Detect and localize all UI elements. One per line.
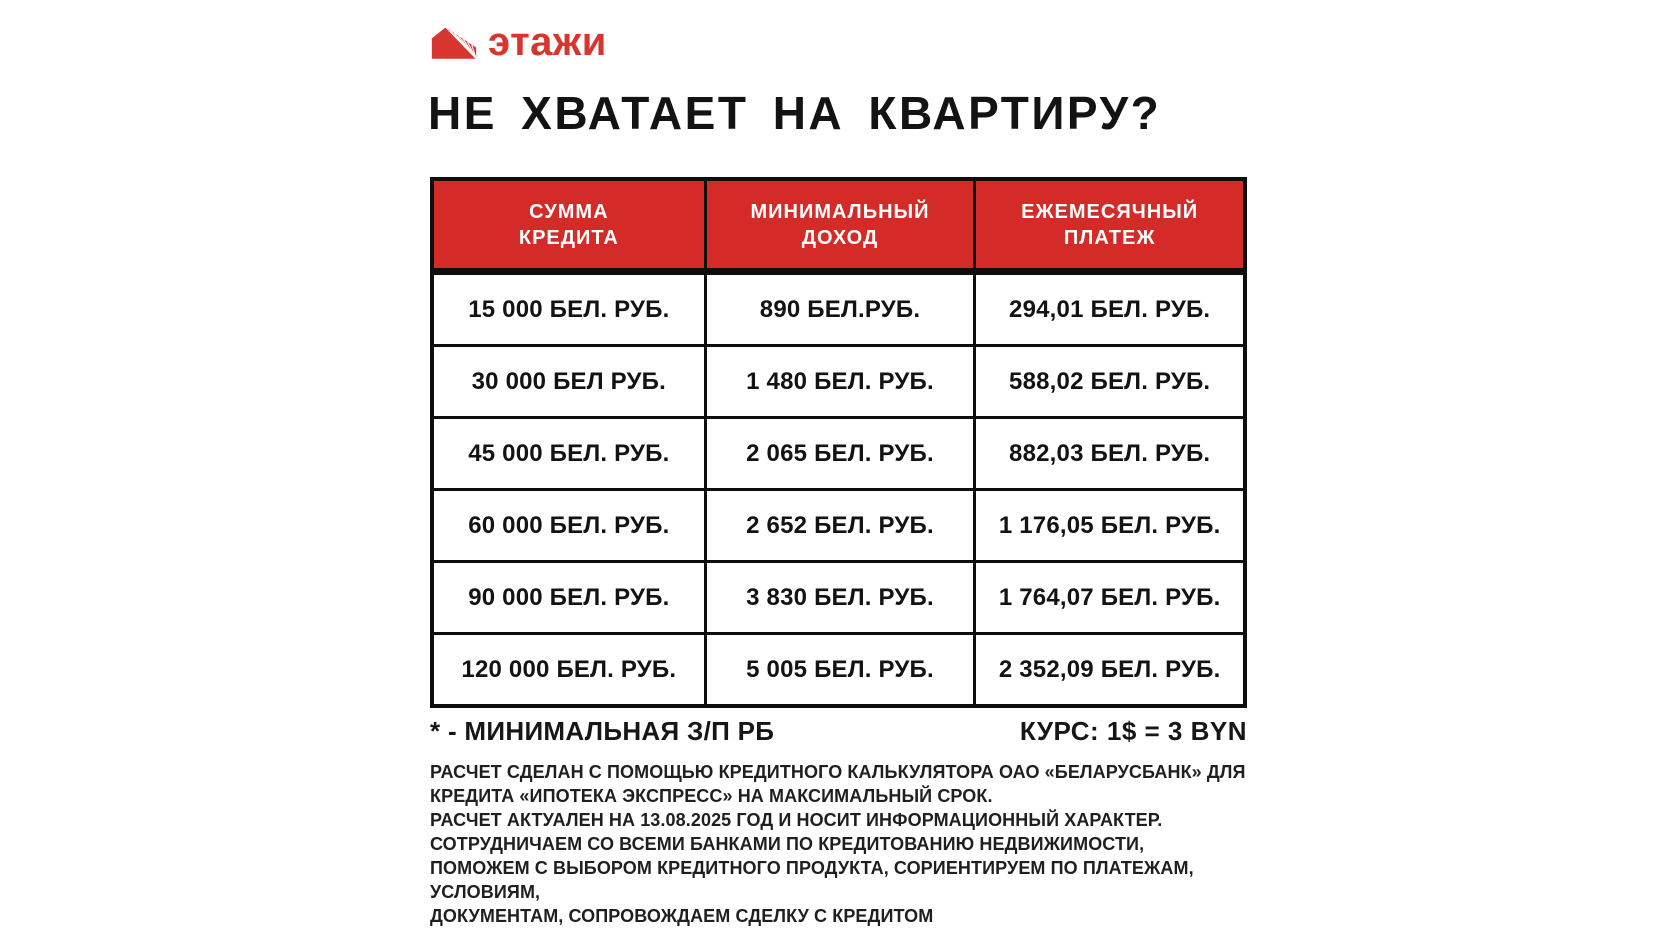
page-title: НЕ ХВАТАЕТ НА КВАРТИРУ? — [428, 87, 1162, 139]
disclaimer-line: ДОКУМЕНТАМ, СОПРОВОЖДАЕМ СДЕЛКУ С КРЕДИТОМ — [430, 906, 934, 926]
table-cell-min-income: 2 065 БЕЛ. РУБ. — [704, 419, 974, 488]
header-line: ЕЖЕМЕСЯЧНЫЙ — [1021, 200, 1199, 223]
disclaimer-line: РАСЧЕТ СДЕЛАН С ПОМОЩЬЮ КРЕДИТНОГО КАЛЬКУЛЯТОРА ОАО «БЕЛАРУСБАНК» ДЛЯ — [430, 762, 1246, 782]
table-header-cell-min-income — [704, 181, 974, 268]
table-cell-credit-sum: 90 000 БЕЛ. РУБ. — [434, 563, 704, 632]
house-fan-icon — [430, 25, 478, 61]
table-cell-monthly-payment: 1 176,05 БЕЛ. РУБ. — [973, 491, 1243, 560]
disclaimer-line: РАСЧЕТ АКТУАЛЕН НА 13.08.2025 ГОД И НОСИТ ИНФОРМАЦИОННЫЙ ХАРАКТЕР. — [430, 810, 1163, 830]
disclaimer-line: СОТРУДНИЧАЕМ СО ВСЕМИ БАНКАМИ ПО КРЕДИТОВАНИЮ НЕДВИЖИМОСТИ, — [430, 834, 1145, 854]
table-cell-min-income: 5 005 БЕЛ. РУБ. — [704, 635, 974, 704]
table-cell-min-income: 890 БЕЛ.РУБ. — [704, 275, 974, 344]
table-row — [434, 344, 1243, 416]
disclaimer-line: ПОМОЖЕМ С ВЫБОРОМ КРЕДИТНОГО ПРОДУКТА, СОРИЕНТИРУЕМ ПО ПЛАТЕЖАМ, — [430, 858, 1194, 878]
disclaimer-line: УСЛОВИЯМ, — [430, 882, 541, 902]
table-row — [434, 416, 1243, 488]
table-header-cell-monthly-payment — [973, 181, 1243, 268]
table-cell-monthly-payment: 882,03 БЕЛ. РУБ. — [973, 419, 1243, 488]
table-cell-min-income: 3 830 БЕЛ. РУБ. — [704, 563, 974, 632]
header-line: МИНИМАЛЬНЫЙ — [750, 200, 930, 223]
header-line: КРЕДИТА — [518, 226, 619, 249]
table-cell-monthly-payment: 2 352,09 БЕЛ. РУБ. — [973, 635, 1243, 704]
brand-logo — [430, 22, 607, 64]
table-cell-credit-sum: 45 000 БЕЛ. РУБ. — [434, 419, 704, 488]
table-cell-min-income: 1 480 БЕЛ. РУБ. — [704, 347, 974, 416]
exchange-rate-note: КУРС: 1$ = 3 BYN — [1019, 716, 1247, 746]
table-header-cell-credit-sum — [434, 181, 704, 268]
header-line: ПЛАТЕЖ — [1063, 226, 1156, 249]
header-line: ДОХОД — [801, 226, 879, 249]
table-cell-monthly-payment: 294,01 БЕЛ. РУБ. — [973, 275, 1243, 344]
table-row — [434, 272, 1243, 344]
credit-table — [430, 177, 1247, 708]
table-cell-credit-sum: 120 000 БЕЛ. РУБ. — [434, 635, 704, 704]
disclaimer-text — [430, 760, 1260, 928]
table-row — [434, 488, 1243, 560]
table-cell-credit-sum: 60 000 БЕЛ. РУБ. — [434, 491, 704, 560]
table-header-row — [434, 181, 1243, 272]
brand-wordmark: этажи — [488, 20, 607, 64]
table-row — [434, 560, 1243, 632]
table-row — [434, 632, 1243, 704]
table-cell-credit-sum: 30 000 БЕЛ РУБ. — [434, 347, 704, 416]
table-cell-credit-sum: 15 000 БЕЛ. РУБ. — [434, 275, 704, 344]
table-cell-monthly-payment: 1 764,07 БЕЛ. РУБ. — [973, 563, 1243, 632]
footnote-row — [430, 716, 1247, 747]
table-cell-monthly-payment: 588,02 БЕЛ. РУБ. — [973, 347, 1243, 416]
header-line: СУММА — [529, 200, 609, 223]
table-cell-min-income: 2 652 БЕЛ. РУБ. — [704, 491, 974, 560]
min-salary-footnote: * - МИНИМАЛЬНАЯ З/П РБ — [430, 716, 775, 746]
disclaimer-line: КРЕДИТА «ИПОТЕКА ЭКСПРЕСС» НА МАКСИМАЛЬНЫЙ СРОК. — [430, 786, 993, 806]
